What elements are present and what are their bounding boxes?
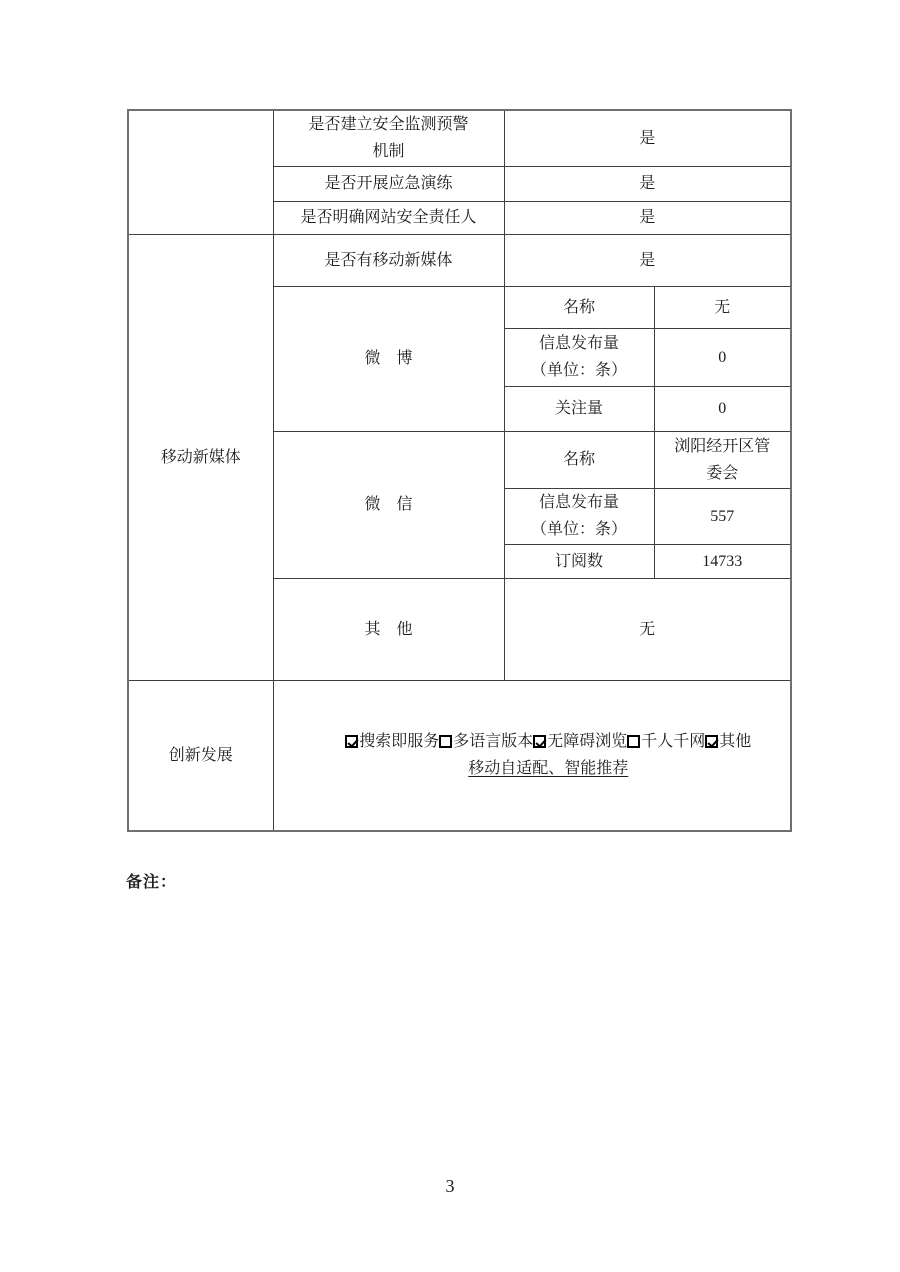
checkbox-item <box>533 733 627 750</box>
checkbox-item <box>705 733 751 750</box>
innovation-content-cell <box>273 680 791 831</box>
checkbox-other-icon <box>705 735 718 748</box>
label-line: 是否建立安全监测预警 <box>308 116 469 134</box>
wechat-posts-value-cell: 557 <box>654 488 791 544</box>
wechat-group-cell: 微 信 <box>273 431 504 578</box>
weibo-group-cell: 微 博 <box>273 286 504 431</box>
mobile-media-group-cell: 移动新媒体 <box>128 234 273 680</box>
checkbox-label: 千人千网 <box>641 733 706 751</box>
page-number: 3 <box>445 1176 455 1196</box>
report-table <box>127 109 792 832</box>
weibo-followers-value-cell: 0 <box>654 386 791 431</box>
security-drill-value-cell: 是 <box>504 166 791 201</box>
has-mobile-label-cell: 是否有移动新媒体 <box>273 234 504 286</box>
remark-label: 备注： <box>126 874 178 891</box>
other-media-label-cell: 其 他 <box>273 578 504 680</box>
label-line: （单位：条） <box>530 521 627 538</box>
other-media-value-cell: 无 <box>504 578 791 680</box>
label-line: 信息发布量 <box>538 335 619 352</box>
table-row <box>128 234 791 286</box>
weibo-followers-label-cell: 关注量 <box>504 386 654 431</box>
weibo-posts-label-cell <box>504 328 654 386</box>
checkbox-item <box>627 733 705 750</box>
checkbox-item <box>439 733 533 750</box>
security-monitor-value-cell: 是 <box>504 110 791 166</box>
value-line: 浏阳经开区管 <box>674 437 771 455</box>
wechat-name-label-cell: 名称 <box>504 431 654 488</box>
label-line: 机制 <box>372 143 405 161</box>
prev-group-empty-cell <box>128 110 273 234</box>
table-row <box>128 680 791 831</box>
label-line: （单位：条） <box>530 362 627 379</box>
wechat-posts-label-cell <box>504 488 654 544</box>
checkbox-personalization-icon <box>627 735 640 748</box>
checkbox-label: 搜索即服务 <box>359 733 440 751</box>
label-line: 信息发布量 <box>538 494 619 511</box>
innovation-other-detail: 移动自适配、智能推荐 <box>468 760 629 778</box>
weibo-posts-value-cell: 0 <box>654 328 791 386</box>
security-owner-label-cell: 是否明确网站安全责任人 <box>273 201 504 234</box>
wechat-subscribers-value-cell: 14733 <box>654 544 791 578</box>
innovation-group-cell: 创新发展 <box>128 680 273 831</box>
security-drill-label-cell: 是否开展应急演练 <box>273 166 504 201</box>
innovation-checkbox-line <box>307 728 791 755</box>
wechat-name-value-cell <box>654 431 791 488</box>
weibo-name-label-cell: 名称 <box>504 286 654 328</box>
weibo-name-value-cell: 无 <box>654 286 791 328</box>
checkbox-label: 无障碍浏览 <box>547 733 628 751</box>
wechat-subscribers-label-cell: 订阅数 <box>504 544 654 578</box>
checkbox-item <box>345 733 439 750</box>
checkbox-label: 其他 <box>719 733 752 751</box>
table-row <box>128 110 791 166</box>
checkbox-label: 多语言版本 <box>453 733 534 751</box>
has-mobile-value-cell: 是 <box>504 234 791 286</box>
security-owner-value-cell: 是 <box>504 201 791 234</box>
value-line: 委会 <box>706 464 739 482</box>
checkbox-accessibility-icon <box>533 735 546 748</box>
checkbox-multilingual-icon <box>439 735 452 748</box>
checkbox-search-service-icon <box>345 735 358 748</box>
security-monitor-label-cell <box>273 110 504 166</box>
